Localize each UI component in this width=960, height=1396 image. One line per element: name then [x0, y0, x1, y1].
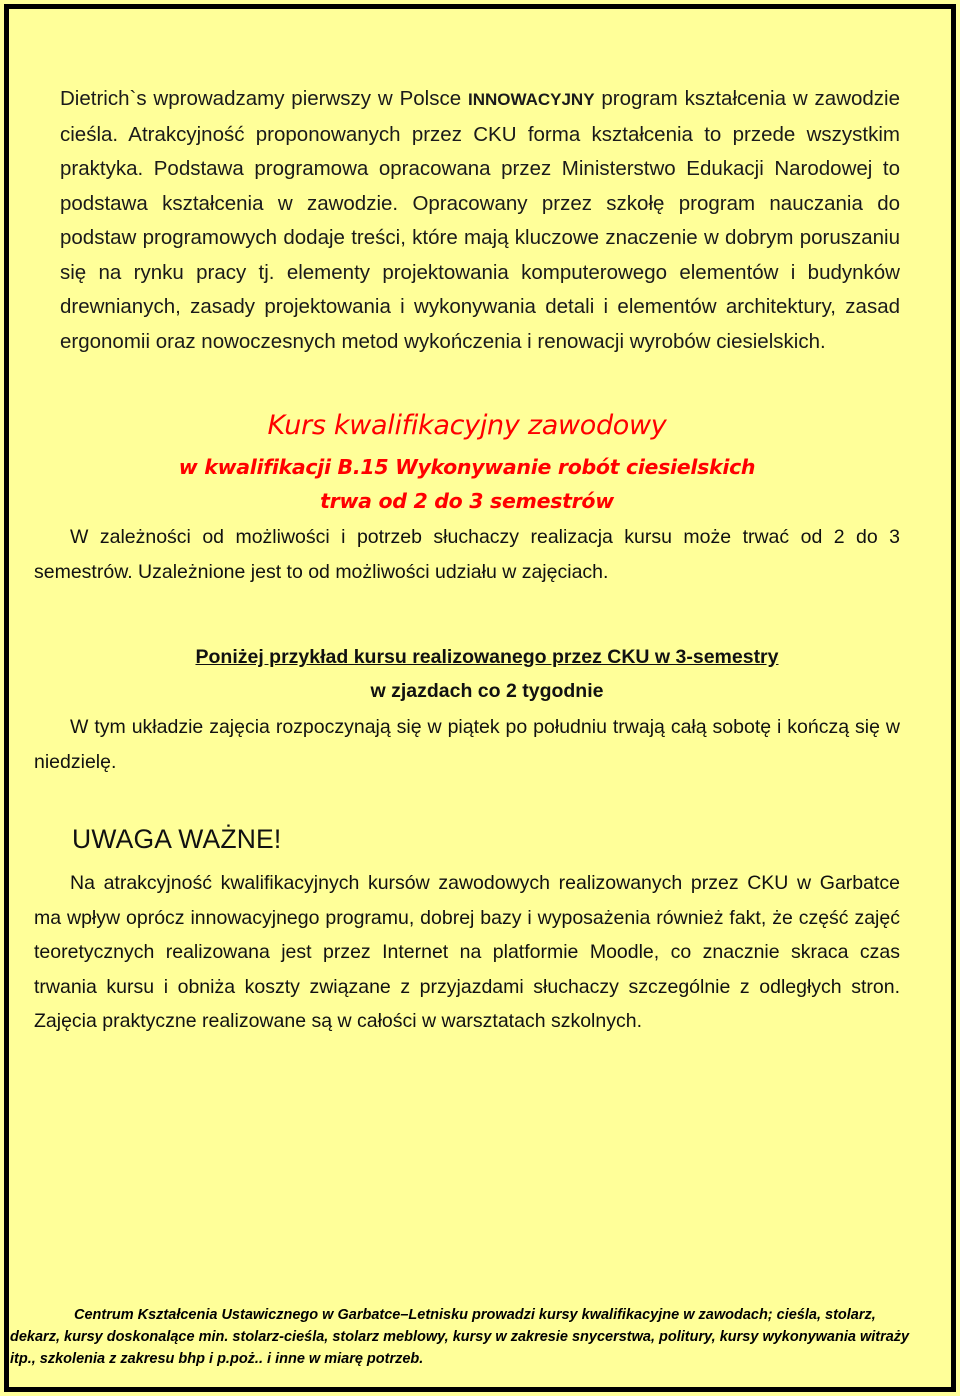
course-duration: trwa od 2 do 3 semestrów	[320, 489, 614, 513]
intro-innovative-word: INNOWACYJNY	[467, 90, 595, 109]
course-title: Kurs kwalifikacyjny zawodowy	[267, 410, 667, 441]
course-qualification: w kwalifikacji B.15 Wykonywanie robót ciesielskich	[178, 455, 756, 479]
intro-text-start: Dietrich`s wprowadzamy pierwszy w Polsce	[60, 87, 468, 110]
example-text: W tym układzie zajęcia rozpoczynają się w piątek po południu trwają całą sobotę i kończą się w niedzielę.	[34, 716, 900, 773]
footer-note	[10, 1304, 928, 1370]
intro-paragraph	[60, 82, 900, 359]
warning-paragraph	[34, 866, 900, 1039]
warning-text: Na atrakcyjność kwalifikacyjnych kursów zawodowych realizowanych przez CKU w Garbatce ma wpływ oprócz innowacyjnego programu, dobrej bazy i wyposażenia również fakt, że część zajęć teoretycznych realizowana jest przez Internet na platformie Moodle, co znacznie skraca czas trwania kursu i obniża koszty związane z przyjazdami słuchaczy szczególnie z odległych stron. Zajęcia praktyczne realizowane są w całości w warsztatach szkolnych.	[34, 872, 900, 1032]
warning-title: UWAGA WAŻNE!	[72, 824, 282, 854]
footer-line-1: Centrum Kształcenia Ustawicznego w Garbatce–Letnisku prowadzi kursy kwalifikacyjne w zawodach; cieśla, stolarz,	[74, 1307, 876, 1323]
duration-note	[34, 520, 900, 589]
example-subheading: w zjazdach co 2 tygodnie	[370, 680, 604, 702]
intro-text-rest: program kształcenia w zawodzie cieśla. Atrakcyjność proponowanych przez CKU forma kształcenia to przede wszystkim praktyka. Podstawa programowa opracowana przez Ministerstwo Edukacji Narodowej to podstawa kształcenia w zawodzie. Opracowany przez szkołę program nauczania do podstaw programowych dodaje treści, które mają kluczowe znaczenie w dobrym poruszaniu się na rynku pracy tj. elementy projektowania komputerowego elementów i budynków drewnianych, zasady projektowania i wykonywania detali i elementów architektury, zasad ergonomii oraz nowoczesnych metod wykończenia i renowacji wyrobów ciesielskich.	[60, 87, 901, 353]
footer-line-rest: dekarz, kursy doskonalące min. stolarz-cieśla, stolarz meblowy, kursy w zakresie snycerstwa, politury, kursy wykonywania witraży itp., szkolenia z zakresu bhp i p.poż.. i inne w miarę potrzeb.	[10, 1329, 910, 1367]
example-heading: Poniżej przykład kursu realizowanego przez CKU w 3-semestry	[195, 646, 779, 668]
duration-note-text: W zależności od możliwości i potrzeb słuchaczy realizacja kursu może trwać od 2 do 3 semestrów. Uzależnione jest to od możliwości udziału w zajęciach.	[34, 526, 900, 583]
example-paragraph	[34, 710, 900, 779]
